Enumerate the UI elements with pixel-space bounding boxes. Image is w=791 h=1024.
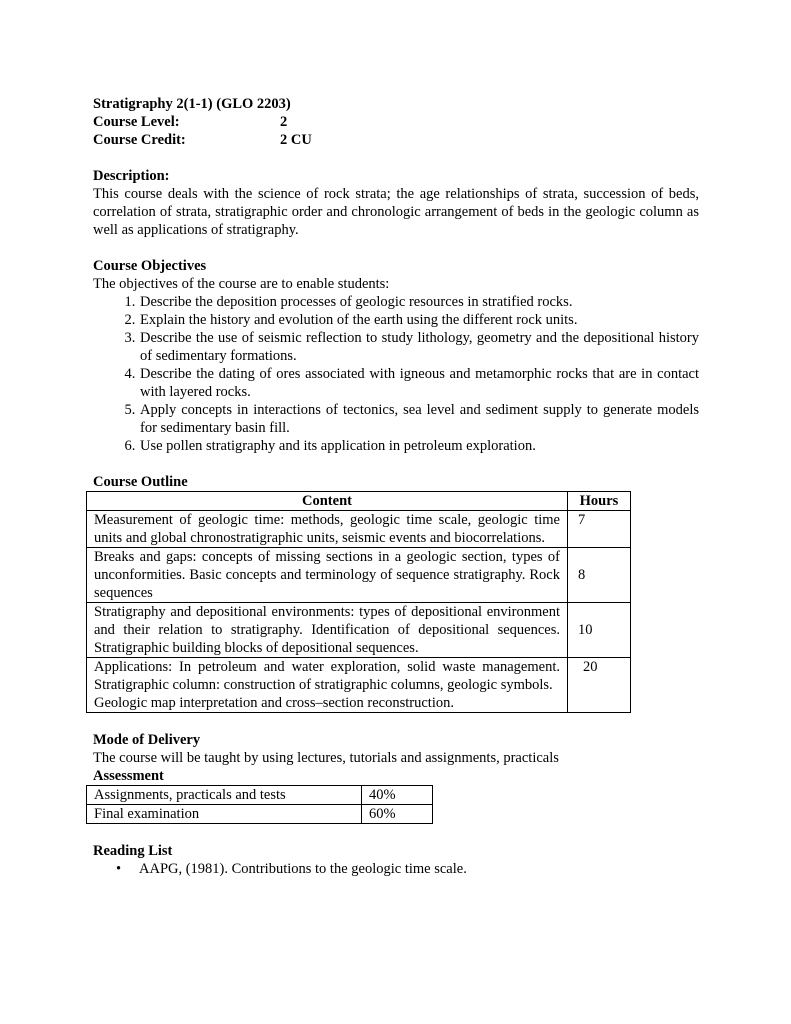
objective-item: 5. Apply concepts in interactions of tectonics, sea level and sediment supply to generate models for sedimentary basin fill. [139, 401, 699, 437]
assessment-item: Assignments, practicals and tests [87, 786, 362, 805]
course-header [93, 95, 699, 149]
course-level-row [93, 113, 699, 131]
bullet-icon: • [116, 861, 122, 877]
objectives-list [93, 293, 699, 455]
outline-hours-cell: 20 [568, 658, 631, 713]
assessment-item: Final examination [87, 805, 362, 824]
reading-heading: Reading List [93, 843, 173, 859]
objective-item: 2. Explain the history and evolution of the earth using the different rock units. [139, 311, 699, 329]
objective-item: 6. Use pollen stratigraphy and its application in petroleum exploration. [139, 437, 699, 455]
objective-item: 1. Describe the deposition processes of geologic resources in stratified rocks. [139, 293, 699, 311]
objectives-heading: Course Objectives [93, 258, 207, 274]
reading-item-text: AAPG, (1981). Contributions to the geologic time scale. [139, 861, 467, 877]
course-level-label: Course Level: [93, 114, 180, 130]
outline-content-cell: Stratigraphy and depositional environments: types of depositional environment and their relation to stratigraphy. Identification of depositional sequences. Stratigraphic building blocks of depositional sequences. [87, 603, 568, 658]
table-row [87, 603, 631, 658]
reading-section [93, 842, 699, 878]
assessment-table [86, 785, 433, 824]
outline-table [86, 491, 631, 713]
description-heading: Description: [93, 168, 170, 184]
delivery-text: The course will be taught by using lectures, tutorials and assignments, practicals [93, 750, 559, 766]
description-section [93, 167, 699, 239]
course-credit-value: 2 CU [280, 132, 312, 148]
delivery-heading: Mode of Delivery [93, 732, 201, 748]
assessment-heading: Assessment [93, 768, 164, 784]
outline-heading: Course Outline [93, 474, 188, 490]
table-row [87, 658, 631, 713]
outline-content-cell: Measurement of geologic time: methods, geologic time scale, geologic time units and global chronostratigraphic units, seismic events and biocorrelations. [87, 511, 568, 548]
objective-item: 3. Describe the use of seismic reflection to study lithology, geometry and the depositional history of sedimentary formations. [139, 329, 699, 365]
list-item [116, 860, 699, 878]
assessment-weight: 60% [362, 805, 433, 824]
table-row [87, 511, 631, 548]
table-row [87, 786, 433, 805]
outline-content-text: Geologic map interpretation and cross–section reconstruction. [94, 695, 454, 711]
assessment-weight: 40% [362, 786, 433, 805]
outline-section [93, 473, 699, 713]
delivery-section [93, 731, 699, 824]
outline-content-text: Applications: In petroleum and water exploration, solid waste management. Stratigraphic column: construction of stratigraphic columns, geologic symbols. [94, 659, 560, 693]
description-text: This course deals with the science of rock strata; the age relationships of strata, succession of beds, correlation of strata, stratigraphic order and chronologic arrangement of beds in the geologic column as well as applications of stratigraphy. [93, 186, 699, 238]
outline-content-cell: Breaks and gaps: concepts of missing sections in a geologic section, types of unconformities. Basic concepts and terminology of sequence stratigraphy. Rock sequences [87, 548, 568, 603]
course-level-value: 2 [280, 114, 288, 130]
content-column-header: Content [87, 492, 568, 511]
objectives-intro: The objectives of the course are to enable students: [93, 276, 390, 292]
outline-hours-cell: 10 [568, 603, 631, 658]
objectives-section [93, 257, 699, 455]
course-credit-row [93, 131, 699, 149]
outline-hours-cell: 8 [568, 548, 631, 603]
reading-list [93, 860, 699, 878]
hours-column-header: Hours [568, 492, 631, 511]
course-credit-label: Course Credit: [93, 132, 186, 148]
table-row [87, 548, 631, 603]
outline-hours-cell: 7 [568, 511, 631, 548]
objective-item: 4. Describe the dating of ores associated with igneous and metamorphic rocks that are in contact with layered rocks. [139, 365, 699, 401]
table-row [87, 805, 433, 824]
outline-content-cell [87, 658, 568, 713]
outline-header-row [87, 492, 631, 511]
course-title: Stratigraphy 2(1-1) (GLO 2203) [93, 96, 291, 112]
document-page [93, 95, 699, 878]
